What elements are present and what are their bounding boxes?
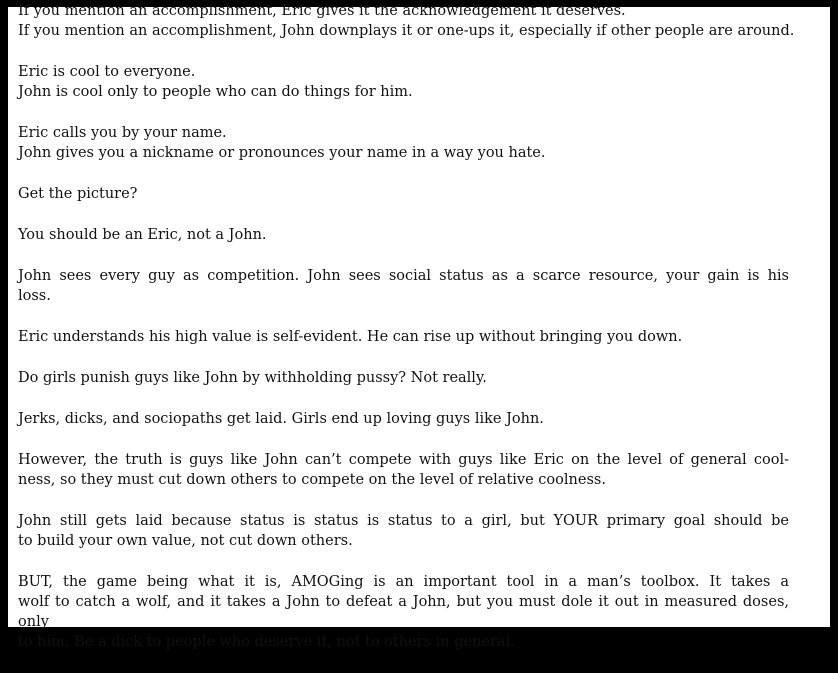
text-line: Eric understands his high value is self-evident. He can rise up without bringing you down. <box>18 329 683 345</box>
text-line: John is cool only to people who can do things for him. <box>18 84 413 100</box>
paragraph-however <box>18 450 789 490</box>
document-page <box>8 3 830 650</box>
paragraph-cool <box>18 62 789 102</box>
text-line: If you mention an accomplishment, Eric gives it the acknowledgement it deserves. <box>18 3 626 19</box>
text-line: Eric is cool to everyone. <box>18 64 196 80</box>
paragraph-be-eric <box>18 225 789 245</box>
text-line: John still gets laid because status is status is status to a girl, but YOUR primary goal should be <box>18 513 789 529</box>
text-line: to build your own value, not cut down others. <box>18 533 353 549</box>
text-line: John gives you a nickname or pronounces your name in a way you hate. <box>18 145 546 161</box>
text-line: You should be an Eric, not a John. <box>18 227 267 243</box>
paragraph-competition <box>18 266 789 306</box>
text-line: ness, so they must cut down others to compete on the level of relative coolness. <box>18 472 606 488</box>
paragraph-acknowledgement <box>18 1 795 41</box>
text-line: Eric calls you by your name. <box>18 125 227 141</box>
paragraph-status <box>18 511 789 551</box>
text-line: Jerks, dicks, and sociopaths get laid. Girls end up loving guys like John. <box>18 411 544 427</box>
text-line: Do girls punish guys like John by withholding pussy? Not really. <box>18 370 487 386</box>
text-line: loss. <box>18 288 51 304</box>
paragraph-amoging <box>18 572 789 652</box>
document-body <box>18 1 795 673</box>
text-line: John sees every guy as competition. John sees social status as a scarce resource, your gain is his <box>18 268 789 284</box>
paragraph-get-laid <box>18 409 789 429</box>
text-line: Get the picture? <box>18 186 138 202</box>
paragraph-name <box>18 123 789 163</box>
text-line: If you mention an accomplishment, John downplays it or one-ups it, especially if other people are around. <box>18 23 795 39</box>
text-line: to him. Be a dick to people who deserve it, not to others in general. <box>18 634 515 650</box>
paragraph-high-value <box>18 327 789 347</box>
text-line: BUT, the game being what it is, AMOGing is an important tool in a man’s toolbox. It takes a <box>18 574 789 590</box>
text-line: However, the truth is guys like John can’t compete with guys like Eric on the level of general cool- <box>18 452 789 468</box>
text-line: wolf to catch a wolf, and it takes a John to defeat a John, but you must dole it out in measured doses, only <box>18 594 789 630</box>
paragraph-question <box>18 368 789 388</box>
paragraph-picture <box>18 184 789 204</box>
